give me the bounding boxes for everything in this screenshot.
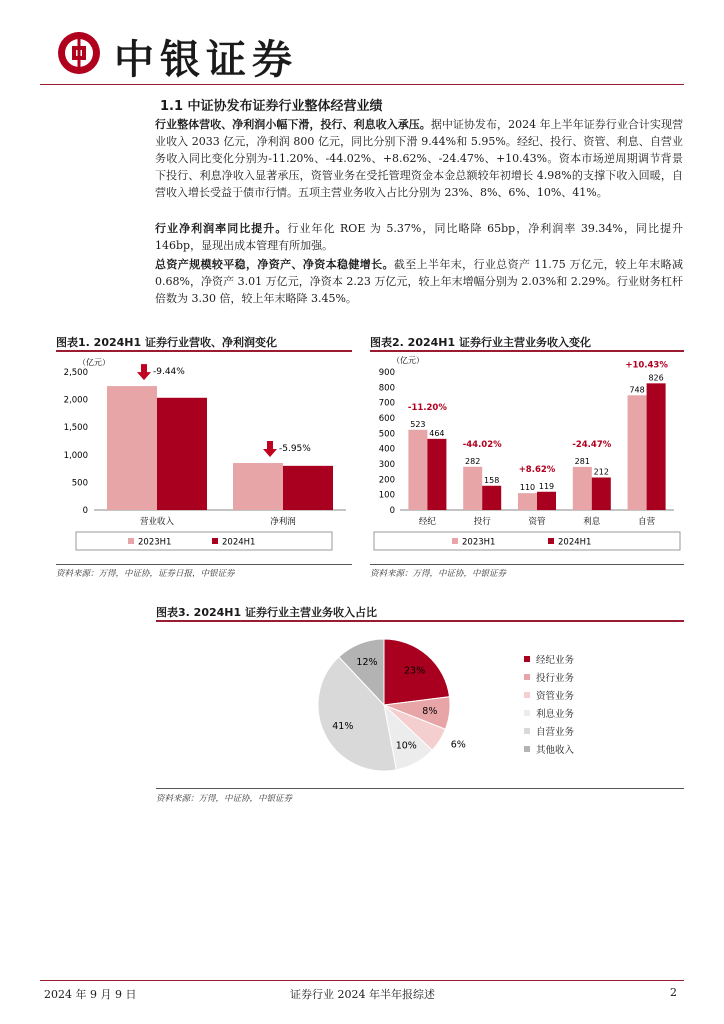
- legend-swatch: [452, 538, 458, 544]
- y-tick-label: 0: [82, 506, 88, 516]
- figure-2-bottom-rule: [370, 564, 684, 565]
- pie-value-label: 6%: [450, 739, 466, 751]
- figure-2-chart: [370, 354, 684, 564]
- bar-2023H1-2: [518, 493, 537, 510]
- pie-legend-swatch: [524, 692, 530, 698]
- bar-value-label: 826: [648, 373, 664, 383]
- figure-3-source: 资料来源：万得，中证协，中银证券: [156, 794, 293, 804]
- legend-frame: [76, 532, 332, 550]
- bar-2023H1-0: [408, 430, 427, 510]
- pie-legend-swatch: [524, 656, 530, 662]
- figure-1-chart: [56, 354, 356, 564]
- y-tick-label: 400: [378, 444, 395, 455]
- y-unit-label: （亿元）: [78, 358, 110, 367]
- pie-legend-label: 其他收入: [536, 745, 575, 756]
- change-annotation: -5.95%: [279, 444, 311, 455]
- bar-2024H1-0: [157, 398, 207, 510]
- bar-value-label: 464: [429, 428, 445, 438]
- bar-2023H1-0: [107, 386, 157, 510]
- bar-2023H1-3: [573, 467, 592, 510]
- bar-value-label: 158: [484, 475, 500, 485]
- legend-label: 2024H1: [222, 537, 256, 548]
- y-tick-label: 1,000: [63, 450, 88, 461]
- figure-1-bottom-rule: [56, 564, 352, 565]
- bar-2023H1-4: [628, 395, 647, 510]
- pie-value-label: 10%: [395, 740, 417, 752]
- pie-legend-item: [524, 724, 574, 738]
- figure-2-title: 图表2. 2024H1 证券行业主营业务收入变化: [370, 336, 591, 349]
- legend-label: 2023H1: [462, 537, 496, 548]
- paragraph-3-lead: 总资产规模较平稳，净资产、净资本稳健增长。: [155, 258, 394, 271]
- figure-2-source: 资料来源：万得，中证协，中银证券: [370, 569, 507, 579]
- footer-title: 证券行业 2024 年半年报综述: [290, 988, 435, 1001]
- paragraph-2-lead: 行业净利润率同比提升。: [155, 222, 288, 235]
- figure-3-rule: [156, 620, 684, 622]
- y-tick-label: 300: [378, 460, 395, 470]
- bar-2024H1-2: [537, 492, 556, 510]
- pie-legend-label: 经纪业务: [536, 655, 575, 666]
- figure-1-title: 图表1. 2024H1 证券行业营收、净利润变化: [56, 336, 277, 349]
- change-label: +10.43%: [625, 360, 668, 371]
- paragraph-3-body: 截至上半年末，行业总资产 11.75 万亿元，较上年末略减 0.68%，净资产 3.01 万亿元，净资本 2.23 万亿元，较上年末增幅分别为 2.03%和 2.29%。行业财务杠杆倍数为 3.30 倍，较上年末略降 3.45%。: [155, 258, 684, 305]
- legend-swatch: [212, 538, 218, 544]
- legend-label: 2024H1: [558, 537, 592, 548]
- pie-legend-label: 自营业务: [536, 727, 575, 738]
- bar-2024H1-4: [647, 383, 666, 510]
- figure-3-pie: [300, 630, 500, 780]
- pie-value-label: 8%: [422, 705, 438, 717]
- pie-value-label: 12%: [356, 657, 378, 669]
- pie-legend-item: [524, 706, 574, 720]
- bar-value-label: 523: [410, 419, 426, 429]
- page-number: 2: [670, 986, 677, 999]
- x-tick-label: 自营: [638, 517, 656, 527]
- pie-legend-item: [524, 742, 574, 756]
- y-tick-label: 0: [389, 506, 395, 516]
- legend-label: 2023H1: [138, 537, 172, 548]
- paragraph-2-body: 行业年化 ROE 为 5.37%，同比略降 65bp，净利润率 39.34%，同比提升 146bp，显现出成本管理有所加强。: [155, 222, 684, 252]
- y-tick-label: 100: [378, 490, 395, 501]
- bar-value-label: 212: [593, 467, 609, 477]
- change-label: -24.47%: [572, 439, 612, 450]
- y-tick-label: 700: [378, 398, 395, 409]
- pie-legend-swatch: [524, 710, 530, 716]
- x-tick-label: 资管: [528, 517, 546, 527]
- down-arrow-icon: [263, 441, 277, 457]
- pie-legend-label: 资管业务: [536, 691, 575, 702]
- x-tick-label: 净利润: [270, 517, 296, 527]
- pie-legend-label: 利息业务: [536, 709, 575, 720]
- bar-2024H1-1: [283, 466, 333, 510]
- y-tick-label: 900: [378, 368, 395, 378]
- figure-1-source: 资料来源：万得，中证协，证券日报，中银证券: [56, 569, 235, 579]
- bank-logo: [56, 30, 102, 76]
- legend-swatch: [128, 538, 134, 544]
- x-tick-label: 投行: [473, 517, 491, 527]
- figure-3-bottom-rule: [156, 788, 684, 789]
- pie-value-label: 41%: [332, 720, 354, 732]
- figure-3-title: 图表3. 2024H1 证券行业主营业务收入占比: [156, 606, 377, 619]
- header-divider: [40, 84, 684, 85]
- bar-value-label: 110: [519, 483, 536, 493]
- y-tick-label: 200: [378, 475, 395, 486]
- bar-2024H1-3: [592, 477, 611, 510]
- change-label: -44.02%: [462, 439, 502, 450]
- pie-legend-swatch: [524, 746, 530, 752]
- y-tick-label: 1,500: [63, 423, 88, 434]
- legend-frame: [374, 532, 680, 550]
- change-annotation: -9.44%: [153, 367, 185, 378]
- bar-2023H1-1: [233, 463, 283, 510]
- paragraph-3: [155, 256, 683, 307]
- bar-value-label: 119: [538, 481, 555, 491]
- bar-2023H1-1: [463, 467, 482, 510]
- pie-legend-item: [524, 688, 574, 702]
- pie-legend-swatch: [524, 674, 530, 680]
- down-arrow-icon: [137, 364, 151, 380]
- figure-1-rule: [56, 350, 352, 352]
- figure-2-rule: [370, 350, 684, 352]
- paragraph-1: [155, 116, 683, 201]
- x-tick-label: 利息: [583, 517, 601, 527]
- y-tick-label: 2,500: [63, 368, 88, 378]
- brand-name: 中银证券: [114, 37, 298, 83]
- bar-value-label: 748: [629, 385, 645, 395]
- bar-2024H1-1: [482, 486, 501, 510]
- y-tick-label: 500: [71, 478, 88, 489]
- y-tick-label: 600: [378, 414, 395, 424]
- y-tick-label: 800: [378, 383, 395, 394]
- footer-divider: [40, 980, 684, 981]
- pie-value-label: 23%: [403, 665, 426, 677]
- change-label: -11.20%: [407, 402, 447, 413]
- footer-date: 2024 年 9 月 9 日: [44, 988, 137, 1001]
- change-label: +8.62%: [518, 464, 556, 475]
- pie-legend-swatch: [524, 728, 530, 734]
- legend-swatch: [548, 538, 554, 544]
- y-unit-label: （亿元）: [392, 356, 424, 365]
- y-tick-label: 2,000: [63, 395, 88, 406]
- bar-value-label: 282: [465, 456, 481, 466]
- pie-legend-item: [524, 670, 574, 684]
- x-tick-label: 营业收入: [139, 517, 175, 527]
- section-title: 1.1 中证协发布证券行业整体经营业绩: [160, 99, 383, 114]
- bar-2024H1-0: [427, 439, 446, 510]
- y-tick-label: 500: [378, 429, 395, 440]
- x-tick-label: 经纪: [418, 517, 436, 527]
- paragraph-2: [155, 220, 683, 254]
- pie-legend-item: [524, 652, 574, 666]
- paragraph-1-body: 据中证协发布，2024 年上半年证券行业合计实现营业收入 2033 亿元，净利润 800 亿元，同比分别下滑 9.44%和 5.95%。经纪、投行、资管、利息、自营业务收入同比变化分别为-11.20%、-44.02%、+8.62%、-24.47%、+10.43%。资本市场逆周期调节背景下投行、利息净收入显著承压，资管业务在受托管理资金本金总额较年初增长 4.98%的支撑下收入回暖，自营收入增长受益于债市行情。五项主营业务收入占比分别为 23%、8%、6%、10%、41%。: [155, 118, 683, 199]
- pie-legend-label: 投行业务: [536, 673, 575, 684]
- paragraph-1-lead: 行业整体营收、净利润小幅下滑，投行、利息收入承压。: [155, 118, 431, 131]
- bar-value-label: 281: [574, 456, 590, 466]
